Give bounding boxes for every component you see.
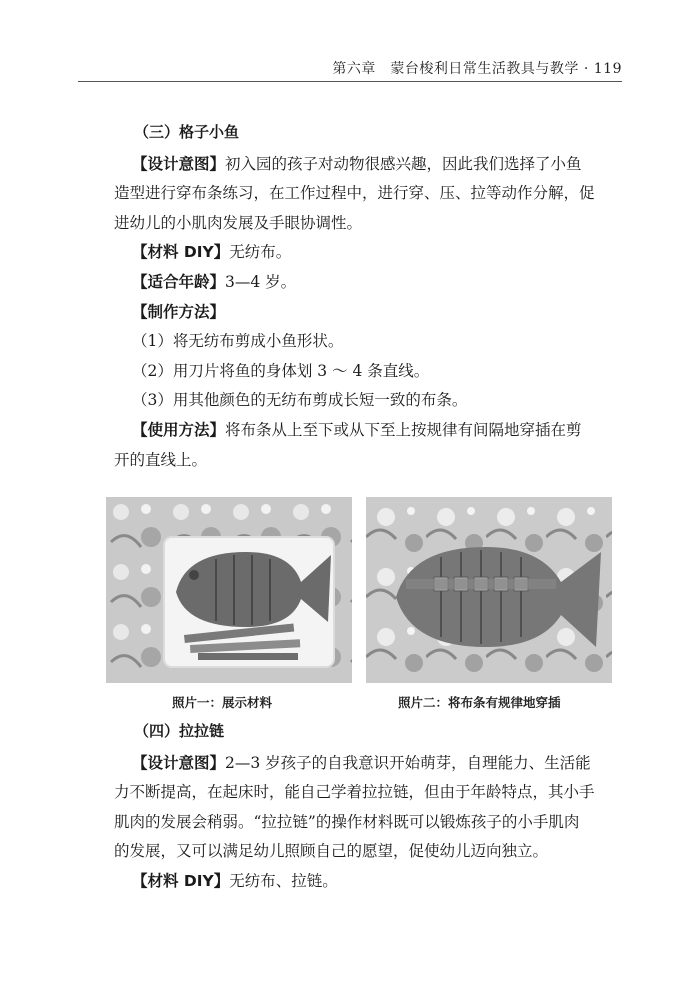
photo-caption-1: 照片一：展示材料 <box>172 695 273 710</box>
design-intent-line2: 力不断提高，在起床时，能自己学着拉拉链，但由于年龄特点，其小手 <box>114 783 595 802</box>
usage-line2: 开的直线上。 <box>114 450 208 469</box>
design-intent-line3: 肌肉的发展会稍弱。“拉拉链”的操作材料既可以锻炼孩子的小手肌肉 <box>114 812 580 831</box>
section-title: （三）格子小鱼 <box>134 123 240 141</box>
design-intent-line3: 进幼儿的小肌肉发展及手眼协调性。 <box>114 213 363 232</box>
materials-label: 【材料 DIY】 <box>132 871 230 890</box>
materials-para <box>132 867 624 897</box>
materials-text: 无纺布、拉链。 <box>229 871 338 890</box>
design-intent-para <box>114 749 624 867</box>
step-1: （1）将无纺布剪成小鱼形状。 <box>132 332 344 351</box>
materials-para <box>132 238 624 268</box>
step-2: （2）用刀片将鱼的身体划 3 ～ 4 条直线。 <box>132 361 430 380</box>
age-para <box>132 268 624 298</box>
usage-para <box>114 416 624 475</box>
header-rule <box>78 81 622 82</box>
usage-label: 【使用方法】 <box>132 420 226 439</box>
design-intent-label: 【设计意图】 <box>132 753 226 772</box>
design-intent-line4: 的发展，又可以满足幼儿照顾自己的愿望，促使幼儿迈向独立。 <box>114 842 549 861</box>
photo-weaving <box>366 497 612 683</box>
section-zipper <box>114 717 624 897</box>
materials-label: 【材料 DIY】 <box>132 243 230 262</box>
section-grid-fish <box>114 118 624 475</box>
age-label: 【适合年龄】 <box>132 272 226 291</box>
materials-text: 无纺布。 <box>229 243 292 262</box>
fish-tray-image <box>106 497 352 683</box>
section-title: （四）拉拉链 <box>134 722 225 740</box>
step-3: （3）用其他颜色的无纺布剪成长短一致的布条。 <box>132 391 468 410</box>
running-head: 第六章 蒙台梭利日常生活教具与教学 · 119 <box>332 61 622 77</box>
design-intent-line1: 初入园的孩子对动物很感兴趣，因此我们选择了小鱼 <box>225 154 582 173</box>
age-text: 3—4 岁。 <box>225 272 297 291</box>
design-intent-line1: 2—3 岁孩子的自我意识开始萌芽，自理能力、生活能 <box>225 753 591 772</box>
method-label: 【制作方法】 <box>132 302 226 321</box>
design-intent-line2: 造型进行穿布条练习，在工作过程中，进行穿、压、拉等动作分解，促 <box>114 184 595 203</box>
usage-line1: 将布条从上至下或从下至上按规律有间隔地穿插在剪 <box>225 420 582 439</box>
woven-fish-image <box>366 497 612 683</box>
photo-pair <box>106 497 616 683</box>
design-intent-label: 【设计意图】 <box>132 154 226 173</box>
photo-materials <box>106 497 352 683</box>
design-intent-para <box>114 150 624 239</box>
method-heading <box>132 298 624 328</box>
photo-caption-2: 照片二：将布条有规律地穿插 <box>398 695 561 710</box>
